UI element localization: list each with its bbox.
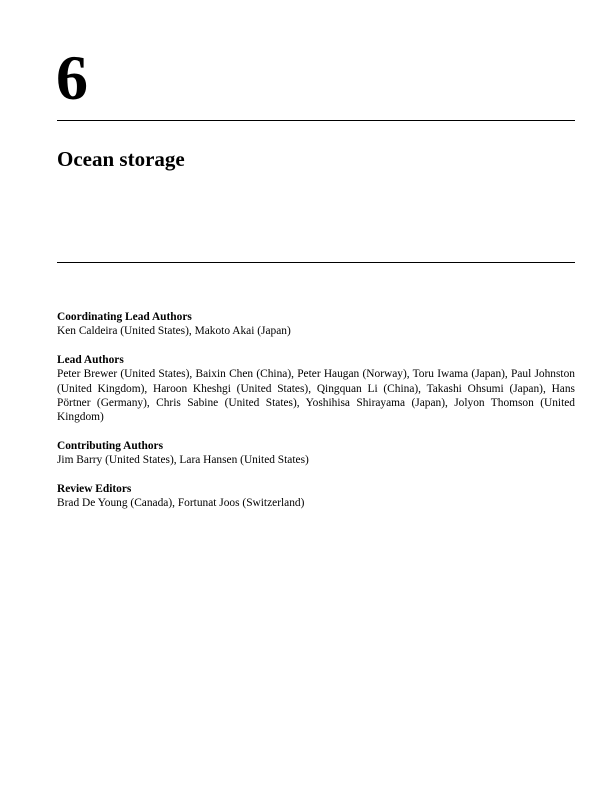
contributing-authors-heading: Contributing Authors (57, 439, 164, 452)
lead-authors-heading: Lead Authors (57, 353, 124, 366)
review-editors-names: Brad De Young (Canada), Fortunat Joos (Switzerland) (57, 497, 305, 510)
chapter-number: 6 (56, 42, 88, 113)
top-divider (57, 120, 575, 121)
author-list (57, 310, 575, 524)
chapter-title: Ocean storage (57, 147, 185, 171)
coordinating-lead-authors-heading: Coordinating Lead Authors (57, 311, 192, 323)
lead-authors-section (57, 353, 575, 425)
contributing-authors-section (57, 439, 575, 468)
lead-authors-names: Peter Brewer (United States), Baixin Chen (China), Peter Haugan (Norway), Toru Iwama (Japan), Paul Johnston (United Kingdom), Haroon Kheshgi (United States), Qingquan Li (China), Takashi Ohsumi (Japan), Hans Pörtner (Germany), Chris Sabine (United States), Yoshihisa Shirayama (Japan), Jolyon Thomson (United Kingdom) (57, 368, 575, 424)
review-editors-section (57, 482, 575, 511)
review-editors-heading: Review Editors (57, 482, 132, 495)
contributing-authors-names: Jim Barry (United States), Lara Hansen (United States) (57, 454, 309, 467)
coordinating-lead-authors-names: Ken Caldeira (United States), Makoto Akai (Japan) (57, 325, 291, 338)
coordinating-lead-authors-section (57, 310, 575, 339)
bottom-divider (57, 262, 575, 263)
